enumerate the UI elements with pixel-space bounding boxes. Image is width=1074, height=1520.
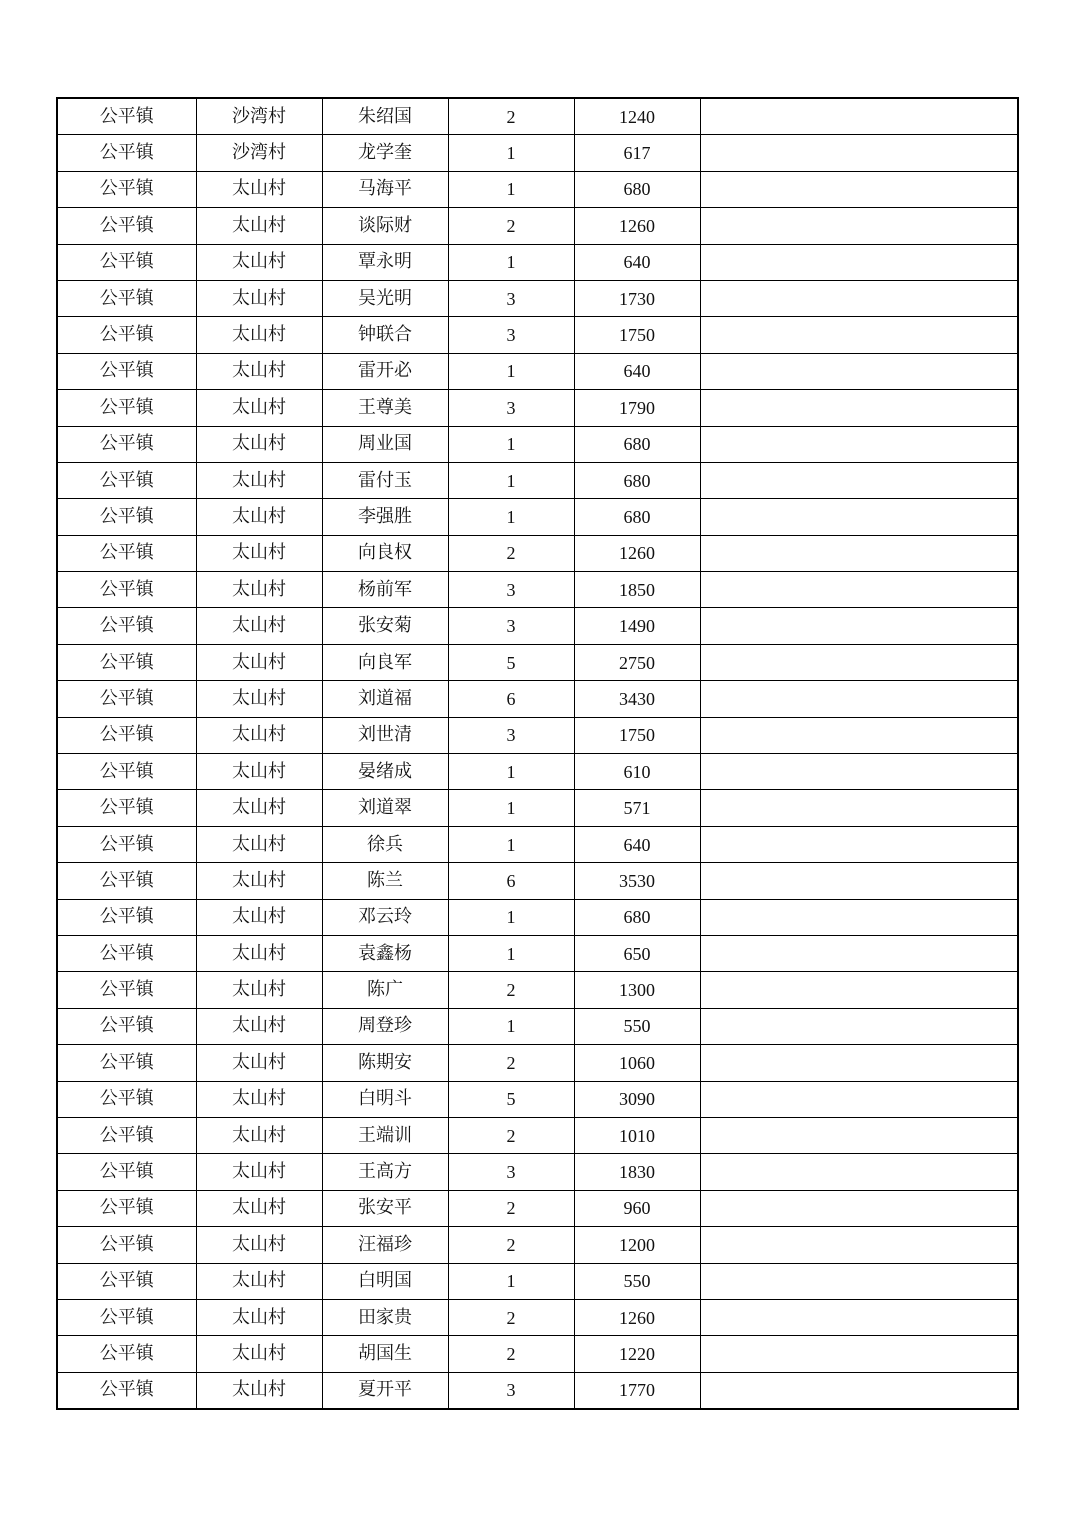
cell-name: 王高方 [322,1154,448,1190]
cell-persons: 2 [448,1336,574,1372]
cell-village: 太山村 [196,390,322,426]
cell-amount: 3090 [574,1081,700,1117]
cell-amount: 1200 [574,1227,700,1263]
cell-note [700,390,1018,426]
cell-village: 太山村 [196,572,322,608]
cell-village: 太山村 [196,935,322,971]
cell-name: 刘道翠 [322,790,448,826]
cell-note [700,1263,1018,1299]
cell-persons: 5 [448,644,574,680]
table-row [57,1117,1018,1153]
table-row [57,208,1018,244]
cell-persons: 1 [448,754,574,790]
cell-note [700,1336,1018,1372]
cell-village: 太山村 [196,1081,322,1117]
cell-amount: 550 [574,1008,700,1044]
cell-amount: 1850 [574,572,700,608]
cell-note [700,499,1018,535]
cell-amount: 960 [574,1190,700,1226]
cell-name: 李强胜 [322,499,448,535]
cell-name: 白明斗 [322,1081,448,1117]
cell-persons: 2 [448,98,574,135]
cell-amount: 1260 [574,1299,700,1335]
cell-note [700,1045,1018,1081]
cell-persons: 2 [448,972,574,1008]
cell-note [700,317,1018,353]
cell-town: 公平镇 [57,390,196,426]
table-row [57,1263,1018,1299]
cell-persons: 1 [448,899,574,935]
cell-town: 公平镇 [57,208,196,244]
cell-town: 公平镇 [57,426,196,462]
cell-amount: 680 [574,899,700,935]
cell-name: 袁鑫杨 [322,935,448,971]
cell-name: 徐兵 [322,826,448,862]
cell-note [700,135,1018,171]
cell-amount: 610 [574,754,700,790]
cell-name: 邓云玲 [322,899,448,935]
cell-village: 太山村 [196,1372,322,1409]
cell-amount: 1260 [574,208,700,244]
cell-amount: 1260 [574,535,700,571]
cell-name: 周登珍 [322,1008,448,1044]
cell-village: 太山村 [196,535,322,571]
cell-amount: 640 [574,244,700,280]
cell-name: 龙学奎 [322,135,448,171]
cell-town: 公平镇 [57,1336,196,1372]
cell-town: 公平镇 [57,1190,196,1226]
cell-village: 太山村 [196,426,322,462]
cell-note [700,790,1018,826]
cell-town: 公平镇 [57,1227,196,1263]
cell-amount: 650 [574,935,700,971]
cell-persons: 1 [448,462,574,498]
cell-amount: 1490 [574,608,700,644]
cell-amount: 640 [574,353,700,389]
cell-name: 向良军 [322,644,448,680]
cell-village: 太山村 [196,353,322,389]
cell-note [700,462,1018,498]
cell-note [700,1299,1018,1335]
cell-town: 公平镇 [57,1117,196,1153]
cell-persons: 3 [448,1372,574,1409]
table-row [57,499,1018,535]
cell-amount: 640 [574,826,700,862]
cell-amount: 3530 [574,863,700,899]
cell-town: 公平镇 [57,899,196,935]
cell-note [700,1372,1018,1409]
table-row [57,426,1018,462]
cell-town: 公平镇 [57,135,196,171]
cell-town: 公平镇 [57,863,196,899]
cell-village: 太山村 [196,863,322,899]
cell-name: 周业国 [322,426,448,462]
cell-village: 太山村 [196,244,322,280]
cell-town: 公平镇 [57,608,196,644]
table-row [57,317,1018,353]
cell-amount: 1750 [574,717,700,753]
cell-note [700,208,1018,244]
cell-persons: 1 [448,935,574,971]
cell-amount: 550 [574,1263,700,1299]
cell-town: 公平镇 [57,171,196,207]
data-table [56,97,1019,1410]
table-row [57,280,1018,316]
cell-persons: 3 [448,390,574,426]
cell-persons: 3 [448,608,574,644]
cell-persons: 1 [448,353,574,389]
cell-persons: 3 [448,317,574,353]
cell-town: 公平镇 [57,826,196,862]
cell-name: 夏开平 [322,1372,448,1409]
cell-name: 刘世清 [322,717,448,753]
cell-village: 太山村 [196,1008,322,1044]
cell-village: 太山村 [196,1154,322,1190]
table-row [57,1336,1018,1372]
cell-town: 公平镇 [57,935,196,971]
cell-amount: 680 [574,499,700,535]
cell-persons: 2 [448,1227,574,1263]
table-row [57,390,1018,426]
cell-village: 沙湾村 [196,98,322,135]
table-row [57,1299,1018,1335]
cell-village: 太山村 [196,1263,322,1299]
cell-name: 陈期安 [322,1045,448,1081]
cell-note [700,244,1018,280]
cell-persons: 1 [448,135,574,171]
cell-persons: 6 [448,863,574,899]
cell-village: 太山村 [196,1227,322,1263]
cell-town: 公平镇 [57,790,196,826]
cell-village: 太山村 [196,499,322,535]
table-row [57,1045,1018,1081]
cell-town: 公平镇 [57,317,196,353]
cell-name: 田家贵 [322,1299,448,1335]
table-row [57,681,1018,717]
cell-persons: 1 [448,171,574,207]
cell-name: 杨前军 [322,572,448,608]
cell-persons: 2 [448,1190,574,1226]
cell-persons: 3 [448,572,574,608]
cell-village: 太山村 [196,790,322,826]
table-row [57,462,1018,498]
cell-persons: 1 [448,1263,574,1299]
cell-note [700,608,1018,644]
cell-village: 太山村 [196,826,322,862]
cell-town: 公平镇 [57,353,196,389]
cell-name: 胡国生 [322,1336,448,1372]
cell-village: 太山村 [196,1299,322,1335]
table-row [57,244,1018,280]
cell-amount: 680 [574,171,700,207]
cell-persons: 3 [448,717,574,753]
table-row [57,1154,1018,1190]
cell-name: 雷付玉 [322,462,448,498]
cell-village: 太山村 [196,717,322,753]
cell-town: 公平镇 [57,499,196,535]
cell-village: 太山村 [196,280,322,316]
cell-town: 公平镇 [57,1154,196,1190]
cell-village: 太山村 [196,1336,322,1372]
cell-amount: 571 [574,790,700,826]
cell-name: 吴光明 [322,280,448,316]
cell-persons: 1 [448,426,574,462]
cell-name: 钟联合 [322,317,448,353]
cell-name: 谈际财 [322,208,448,244]
cell-amount: 3430 [574,681,700,717]
cell-name: 晏绪成 [322,754,448,790]
cell-persons: 1 [448,790,574,826]
cell-note [700,972,1018,1008]
cell-note [700,98,1018,135]
cell-name: 张安菊 [322,608,448,644]
cell-amount: 1220 [574,1336,700,1372]
cell-amount: 617 [574,135,700,171]
cell-town: 公平镇 [57,1008,196,1044]
cell-amount: 1750 [574,317,700,353]
cell-village: 太山村 [196,972,322,1008]
cell-note [700,1117,1018,1153]
table-row [57,1372,1018,1409]
cell-persons: 5 [448,1081,574,1117]
table-row [57,98,1018,135]
table-row [57,899,1018,935]
table-body [57,98,1018,1409]
cell-name: 陈广 [322,972,448,1008]
cell-persons: 2 [448,1117,574,1153]
cell-note [700,681,1018,717]
cell-town: 公平镇 [57,462,196,498]
cell-town: 公平镇 [57,1081,196,1117]
cell-amount: 1240 [574,98,700,135]
cell-amount: 1790 [574,390,700,426]
cell-town: 公平镇 [57,535,196,571]
cell-village: 太山村 [196,171,322,207]
table-row [57,1227,1018,1263]
table-row [57,644,1018,680]
cell-town: 公平镇 [57,244,196,280]
table-row [57,1190,1018,1226]
cell-note [700,1008,1018,1044]
table-row [57,135,1018,171]
cell-persons: 2 [448,1299,574,1335]
cell-name: 马海平 [322,171,448,207]
cell-amount: 2750 [574,644,700,680]
cell-persons: 1 [448,499,574,535]
cell-amount: 1830 [574,1154,700,1190]
cell-persons: 2 [448,1045,574,1081]
table-row [57,972,1018,1008]
cell-persons: 1 [448,826,574,862]
table-row [57,717,1018,753]
cell-persons: 1 [448,1008,574,1044]
cell-amount: 1770 [574,1372,700,1409]
cell-persons: 2 [448,535,574,571]
cell-name: 朱绍国 [322,98,448,135]
cell-name: 王端训 [322,1117,448,1153]
table-row [57,171,1018,207]
cell-persons: 3 [448,1154,574,1190]
cell-note [700,754,1018,790]
cell-persons: 1 [448,244,574,280]
cell-note [700,1227,1018,1263]
cell-note [700,1081,1018,1117]
cell-note [700,572,1018,608]
table-row [57,935,1018,971]
cell-name: 雷开必 [322,353,448,389]
cell-town: 公平镇 [57,1299,196,1335]
cell-town: 公平镇 [57,1372,196,1409]
cell-amount: 1300 [574,972,700,1008]
cell-village: 太山村 [196,899,322,935]
cell-amount: 1010 [574,1117,700,1153]
cell-village: 太山村 [196,608,322,644]
cell-note [700,899,1018,935]
cell-note [700,171,1018,207]
cell-town: 公平镇 [57,1045,196,1081]
cell-village: 太山村 [196,462,322,498]
cell-village: 太山村 [196,1190,322,1226]
cell-village: 太山村 [196,317,322,353]
cell-name: 白明国 [322,1263,448,1299]
cell-town: 公平镇 [57,98,196,135]
cell-village: 太山村 [196,1117,322,1153]
cell-village: 太山村 [196,644,322,680]
cell-name: 王尊美 [322,390,448,426]
table-row [57,1081,1018,1117]
cell-note [700,935,1018,971]
cell-name: 刘道福 [322,681,448,717]
cell-village: 太山村 [196,208,322,244]
cell-note [700,1154,1018,1190]
cell-town: 公平镇 [57,1263,196,1299]
table-row [57,608,1018,644]
cell-village: 太山村 [196,681,322,717]
cell-amount: 680 [574,462,700,498]
cell-note [700,1190,1018,1226]
cell-village: 太山村 [196,1045,322,1081]
table-row [57,1008,1018,1044]
cell-note [700,353,1018,389]
cell-name: 陈兰 [322,863,448,899]
cell-amount: 680 [574,426,700,462]
cell-name: 张安平 [322,1190,448,1226]
cell-amount: 1730 [574,280,700,316]
cell-village: 沙湾村 [196,135,322,171]
cell-name: 覃永明 [322,244,448,280]
cell-town: 公平镇 [57,572,196,608]
table-row [57,863,1018,899]
cell-name: 汪福珍 [322,1227,448,1263]
cell-note [700,426,1018,462]
cell-persons: 3 [448,280,574,316]
table-row [57,353,1018,389]
cell-persons: 6 [448,681,574,717]
cell-town: 公平镇 [57,717,196,753]
table-row [57,754,1018,790]
cell-note [700,717,1018,753]
table-row [57,535,1018,571]
cell-town: 公平镇 [57,644,196,680]
cell-amount: 1060 [574,1045,700,1081]
cell-town: 公平镇 [57,972,196,1008]
cell-village: 太山村 [196,754,322,790]
cell-town: 公平镇 [57,681,196,717]
cell-town: 公平镇 [57,280,196,316]
cell-note [700,280,1018,316]
table-row [57,790,1018,826]
cell-note [700,535,1018,571]
cell-name: 向良权 [322,535,448,571]
cell-note [700,863,1018,899]
document-sheet [56,97,1017,1410]
cell-note [700,826,1018,862]
cell-town: 公平镇 [57,754,196,790]
table-row [57,826,1018,862]
table-row [57,572,1018,608]
cell-persons: 2 [448,208,574,244]
cell-note [700,644,1018,680]
